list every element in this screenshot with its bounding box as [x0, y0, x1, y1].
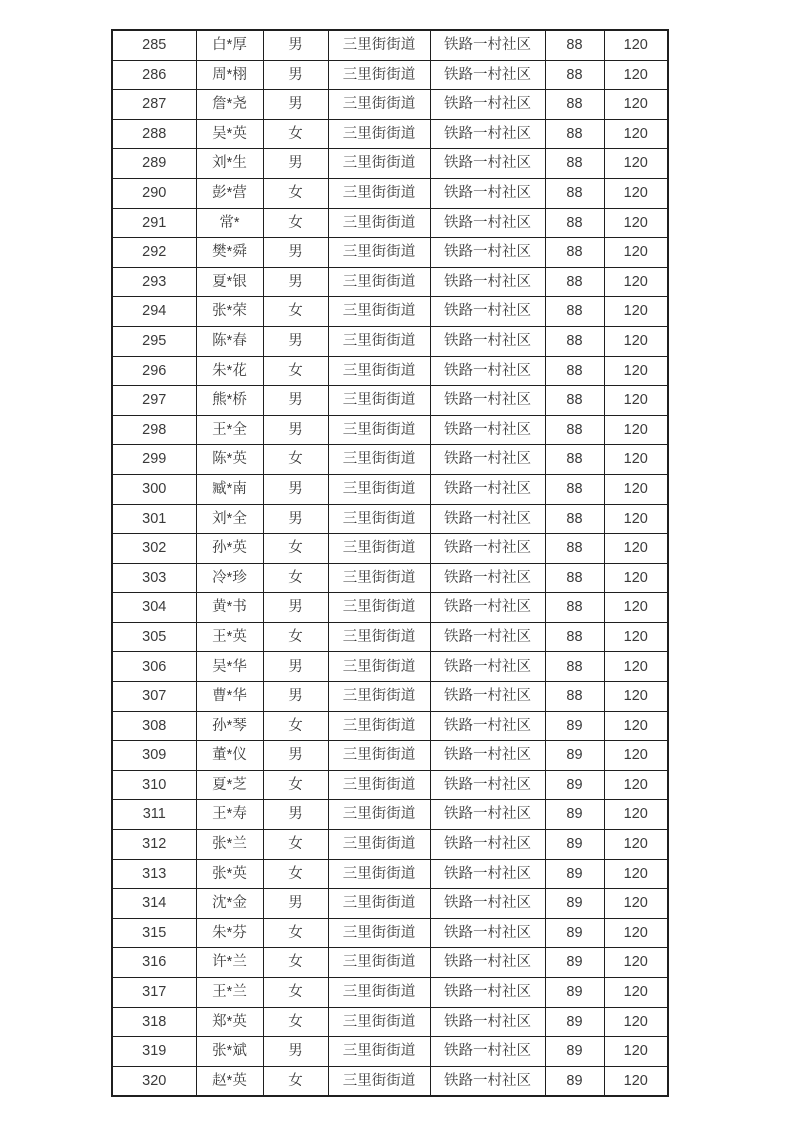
cell-gender: 男 [263, 889, 328, 919]
cell-community: 铁路一村社区 [430, 534, 545, 564]
cell-value-b: 120 [604, 918, 668, 948]
cell-gender: 男 [263, 652, 328, 682]
cell-community: 铁路一村社区 [430, 1037, 545, 1067]
cell-community: 铁路一村社区 [430, 30, 545, 60]
table-row [112, 326, 668, 356]
cell-street: 三里街街道 [328, 859, 430, 889]
cell-gender: 男 [263, 593, 328, 623]
cell-community: 铁路一村社区 [430, 830, 545, 860]
table-row [112, 119, 668, 149]
cell-index: 301 [112, 504, 196, 534]
cell-value-a: 89 [545, 741, 604, 771]
table-row [112, 859, 668, 889]
cell-community: 铁路一村社区 [430, 800, 545, 830]
cell-street: 三里街街道 [328, 445, 430, 475]
cell-name: 刘*全 [196, 504, 263, 534]
cell-value-b: 120 [604, 800, 668, 830]
cell-value-b: 120 [604, 445, 668, 475]
cell-value-b: 120 [604, 1007, 668, 1037]
cell-index: 313 [112, 859, 196, 889]
cell-value-b: 120 [604, 770, 668, 800]
cell-name: 詹*尧 [196, 90, 263, 120]
cell-name: 白*厚 [196, 30, 263, 60]
cell-community: 铁路一村社区 [430, 889, 545, 919]
cell-index: 315 [112, 918, 196, 948]
cell-value-b: 120 [604, 149, 668, 179]
cell-community: 铁路一村社区 [430, 386, 545, 416]
cell-name: 王*英 [196, 622, 263, 652]
cell-street: 三里街街道 [328, 208, 430, 238]
cell-name: 陈*春 [196, 326, 263, 356]
cell-value-b: 120 [604, 978, 668, 1008]
cell-name: 熊*桥 [196, 386, 263, 416]
cell-gender: 女 [263, 1007, 328, 1037]
table-row [112, 534, 668, 564]
table-row [112, 30, 668, 60]
cell-name: 张*荣 [196, 297, 263, 327]
cell-value-b: 120 [604, 208, 668, 238]
cell-index: 302 [112, 534, 196, 564]
cell-gender: 女 [263, 711, 328, 741]
table-row [112, 267, 668, 297]
cell-name: 沈*金 [196, 889, 263, 919]
cell-value-a: 88 [545, 208, 604, 238]
cell-gender: 男 [263, 90, 328, 120]
cell-index: 316 [112, 948, 196, 978]
cell-community: 铁路一村社区 [430, 622, 545, 652]
table-row [112, 593, 668, 623]
cell-gender: 男 [263, 1037, 328, 1067]
cell-street: 三里街街道 [328, 356, 430, 386]
cell-index: 291 [112, 208, 196, 238]
cell-name: 朱*芬 [196, 918, 263, 948]
cell-name: 吴*华 [196, 652, 263, 682]
cell-name: 臧*南 [196, 474, 263, 504]
cell-value-b: 120 [604, 30, 668, 60]
cell-value-a: 89 [545, 918, 604, 948]
cell-gender: 女 [263, 445, 328, 475]
cell-gender: 女 [263, 622, 328, 652]
table-row [112, 682, 668, 712]
cell-index: 289 [112, 149, 196, 179]
cell-name: 夏*芝 [196, 770, 263, 800]
cell-index: 295 [112, 326, 196, 356]
cell-value-a: 89 [545, 859, 604, 889]
cell-value-a: 88 [545, 267, 604, 297]
cell-value-a: 88 [545, 90, 604, 120]
cell-index: 300 [112, 474, 196, 504]
cell-gender: 女 [263, 770, 328, 800]
cell-street: 三里街街道 [328, 563, 430, 593]
table-row [112, 563, 668, 593]
cell-value-b: 120 [604, 474, 668, 504]
cell-value-a: 88 [545, 238, 604, 268]
cell-value-b: 120 [604, 1037, 668, 1067]
cell-community: 铁路一村社区 [430, 682, 545, 712]
cell-index: 290 [112, 178, 196, 208]
cell-street: 三里街街道 [328, 770, 430, 800]
cell-street: 三里街街道 [328, 652, 430, 682]
cell-community: 铁路一村社区 [430, 208, 545, 238]
cell-index: 293 [112, 267, 196, 297]
cell-index: 307 [112, 682, 196, 712]
cell-name: 郑*英 [196, 1007, 263, 1037]
cell-gender: 男 [263, 60, 328, 90]
cell-street: 三里街街道 [328, 267, 430, 297]
cell-value-a: 88 [545, 30, 604, 60]
table-row [112, 149, 668, 179]
cell-value-a: 88 [545, 593, 604, 623]
cell-index: 314 [112, 889, 196, 919]
table-row [112, 504, 668, 534]
cell-index: 286 [112, 60, 196, 90]
cell-value-a: 88 [545, 682, 604, 712]
cell-value-b: 120 [604, 60, 668, 90]
table-row [112, 1007, 668, 1037]
cell-gender: 男 [263, 267, 328, 297]
cell-name: 夏*银 [196, 267, 263, 297]
cell-street: 三里街街道 [328, 297, 430, 327]
cell-street: 三里街街道 [328, 1007, 430, 1037]
cell-value-a: 89 [545, 711, 604, 741]
cell-community: 铁路一村社区 [430, 178, 545, 208]
cell-name: 彭*营 [196, 178, 263, 208]
cell-index: 319 [112, 1037, 196, 1067]
cell-community: 铁路一村社区 [430, 593, 545, 623]
cell-value-a: 89 [545, 830, 604, 860]
cell-gender: 男 [263, 30, 328, 60]
cell-gender: 男 [263, 741, 328, 771]
cell-value-b: 120 [604, 711, 668, 741]
table-row [112, 948, 668, 978]
cell-gender: 女 [263, 948, 328, 978]
table-row [112, 622, 668, 652]
cell-community: 铁路一村社区 [430, 90, 545, 120]
cell-street: 三里街街道 [328, 593, 430, 623]
table-row [112, 238, 668, 268]
table-row [112, 889, 668, 919]
cell-name: 董*仪 [196, 741, 263, 771]
table-row [112, 297, 668, 327]
cell-name: 樊*舜 [196, 238, 263, 268]
cell-name: 冷*珍 [196, 563, 263, 593]
table-row [112, 741, 668, 771]
cell-name: 王*兰 [196, 978, 263, 1008]
cell-value-b: 120 [604, 622, 668, 652]
roster-table [111, 29, 669, 1097]
cell-value-b: 120 [604, 741, 668, 771]
cell-street: 三里街街道 [328, 741, 430, 771]
cell-name: 黄*书 [196, 593, 263, 623]
cell-value-b: 120 [604, 859, 668, 889]
cell-index: 304 [112, 593, 196, 623]
cell-community: 铁路一村社区 [430, 474, 545, 504]
cell-value-a: 88 [545, 474, 604, 504]
cell-street: 三里街街道 [328, 948, 430, 978]
cell-gender: 男 [263, 326, 328, 356]
table-row [112, 918, 668, 948]
table-row [112, 356, 668, 386]
cell-index: 297 [112, 386, 196, 416]
cell-community: 铁路一村社区 [430, 267, 545, 297]
cell-value-b: 120 [604, 90, 668, 120]
cell-value-a: 88 [545, 149, 604, 179]
cell-value-b: 120 [604, 534, 668, 564]
cell-street: 三里街街道 [328, 474, 430, 504]
cell-street: 三里街街道 [328, 60, 430, 90]
cell-community: 铁路一村社区 [430, 326, 545, 356]
cell-gender: 女 [263, 208, 328, 238]
table-row [112, 652, 668, 682]
cell-value-a: 89 [545, 978, 604, 1008]
table-row [112, 978, 668, 1008]
table-row [112, 1066, 668, 1096]
cell-value-b: 120 [604, 504, 668, 534]
table-row [112, 386, 668, 416]
cell-index: 285 [112, 30, 196, 60]
roster-body [112, 30, 668, 1096]
cell-value-a: 88 [545, 356, 604, 386]
cell-street: 三里街街道 [328, 238, 430, 268]
cell-index: 294 [112, 297, 196, 327]
cell-value-b: 120 [604, 652, 668, 682]
table-row [112, 474, 668, 504]
cell-value-a: 88 [545, 326, 604, 356]
cell-value-a: 89 [545, 948, 604, 978]
cell-street: 三里街街道 [328, 1066, 430, 1096]
cell-index: 310 [112, 770, 196, 800]
table-row [112, 415, 668, 445]
cell-gender: 男 [263, 149, 328, 179]
cell-street: 三里街街道 [328, 800, 430, 830]
cell-name: 王*全 [196, 415, 263, 445]
cell-name: 朱*花 [196, 356, 263, 386]
cell-street: 三里街街道 [328, 711, 430, 741]
cell-name: 周*栩 [196, 60, 263, 90]
cell-community: 铁路一村社区 [430, 770, 545, 800]
cell-value-b: 120 [604, 267, 668, 297]
cell-value-a: 88 [545, 504, 604, 534]
cell-name: 张*兰 [196, 830, 263, 860]
table-row [112, 178, 668, 208]
cell-street: 三里街街道 [328, 830, 430, 860]
cell-street: 三里街街道 [328, 682, 430, 712]
cell-value-a: 88 [545, 415, 604, 445]
cell-value-b: 120 [604, 830, 668, 860]
cell-name: 刘*生 [196, 149, 263, 179]
table-row [112, 711, 668, 741]
cell-street: 三里街街道 [328, 119, 430, 149]
cell-value-a: 88 [545, 563, 604, 593]
cell-value-a: 89 [545, 889, 604, 919]
cell-value-a: 88 [545, 652, 604, 682]
cell-value-a: 88 [545, 445, 604, 475]
cell-name: 常* [196, 208, 263, 238]
cell-index: 305 [112, 622, 196, 652]
cell-value-b: 120 [604, 326, 668, 356]
cell-value-a: 89 [545, 1007, 604, 1037]
cell-value-b: 120 [604, 356, 668, 386]
cell-community: 铁路一村社区 [430, 918, 545, 948]
cell-index: 312 [112, 830, 196, 860]
cell-value-b: 120 [604, 386, 668, 416]
cell-value-b: 120 [604, 593, 668, 623]
cell-index: 292 [112, 238, 196, 268]
table-row [112, 770, 668, 800]
cell-value-a: 88 [545, 622, 604, 652]
cell-community: 铁路一村社区 [430, 356, 545, 386]
cell-street: 三里街街道 [328, 30, 430, 60]
cell-community: 铁路一村社区 [430, 563, 545, 593]
cell-value-a: 89 [545, 800, 604, 830]
cell-name: 张*斌 [196, 1037, 263, 1067]
cell-index: 317 [112, 978, 196, 1008]
cell-street: 三里街街道 [328, 978, 430, 1008]
cell-community: 铁路一村社区 [430, 652, 545, 682]
cell-value-a: 89 [545, 1037, 604, 1067]
cell-gender: 女 [263, 978, 328, 1008]
cell-index: 320 [112, 1066, 196, 1096]
cell-street: 三里街街道 [328, 534, 430, 564]
cell-name: 赵*英 [196, 1066, 263, 1096]
cell-community: 铁路一村社区 [430, 741, 545, 771]
table-row [112, 60, 668, 90]
cell-value-b: 120 [604, 948, 668, 978]
cell-community: 铁路一村社区 [430, 978, 545, 1008]
cell-index: 303 [112, 563, 196, 593]
cell-community: 铁路一村社区 [430, 948, 545, 978]
cell-name: 孙*琴 [196, 711, 263, 741]
cell-community: 铁路一村社区 [430, 711, 545, 741]
cell-gender: 女 [263, 859, 328, 889]
cell-value-a: 88 [545, 386, 604, 416]
cell-gender: 女 [263, 356, 328, 386]
cell-index: 287 [112, 90, 196, 120]
cell-value-b: 120 [604, 238, 668, 268]
cell-community: 铁路一村社区 [430, 297, 545, 327]
cell-value-a: 88 [545, 119, 604, 149]
cell-street: 三里街街道 [328, 386, 430, 416]
table-row [112, 800, 668, 830]
cell-street: 三里街街道 [328, 178, 430, 208]
cell-gender: 女 [263, 297, 328, 327]
cell-gender: 女 [263, 563, 328, 593]
cell-name: 曹*华 [196, 682, 263, 712]
cell-value-b: 120 [604, 119, 668, 149]
cell-name: 孙*英 [196, 534, 263, 564]
cell-value-a: 88 [545, 297, 604, 327]
cell-value-a: 88 [545, 178, 604, 208]
cell-gender: 女 [263, 178, 328, 208]
cell-gender: 男 [263, 504, 328, 534]
cell-gender: 男 [263, 800, 328, 830]
cell-community: 铁路一村社区 [430, 119, 545, 149]
cell-street: 三里街街道 [328, 1037, 430, 1067]
cell-gender: 女 [263, 1066, 328, 1096]
table-row [112, 445, 668, 475]
cell-community: 铁路一村社区 [430, 859, 545, 889]
cell-gender: 女 [263, 830, 328, 860]
cell-value-a: 89 [545, 1066, 604, 1096]
cell-name: 陈*英 [196, 445, 263, 475]
cell-index: 299 [112, 445, 196, 475]
cell-value-a: 88 [545, 534, 604, 564]
cell-index: 288 [112, 119, 196, 149]
cell-value-a: 88 [545, 60, 604, 90]
table-row [112, 1037, 668, 1067]
cell-index: 296 [112, 356, 196, 386]
cell-name: 王*寿 [196, 800, 263, 830]
cell-street: 三里街街道 [328, 326, 430, 356]
cell-street: 三里街街道 [328, 90, 430, 120]
cell-index: 318 [112, 1007, 196, 1037]
cell-community: 铁路一村社区 [430, 445, 545, 475]
cell-index: 309 [112, 741, 196, 771]
cell-street: 三里街街道 [328, 918, 430, 948]
cell-street: 三里街街道 [328, 889, 430, 919]
cell-community: 铁路一村社区 [430, 504, 545, 534]
cell-gender: 男 [263, 682, 328, 712]
cell-street: 三里街街道 [328, 504, 430, 534]
cell-community: 铁路一村社区 [430, 60, 545, 90]
cell-community: 铁路一村社区 [430, 1007, 545, 1037]
cell-gender: 女 [263, 119, 328, 149]
cell-street: 三里街街道 [328, 622, 430, 652]
cell-name: 张*英 [196, 859, 263, 889]
cell-value-b: 120 [604, 682, 668, 712]
cell-street: 三里街街道 [328, 149, 430, 179]
cell-gender: 男 [263, 474, 328, 504]
cell-street: 三里街街道 [328, 415, 430, 445]
cell-index: 311 [112, 800, 196, 830]
cell-value-b: 120 [604, 1066, 668, 1096]
cell-gender: 女 [263, 534, 328, 564]
cell-gender: 女 [263, 918, 328, 948]
cell-gender: 男 [263, 415, 328, 445]
table-row [112, 90, 668, 120]
cell-index: 306 [112, 652, 196, 682]
cell-gender: 男 [263, 386, 328, 416]
cell-index: 298 [112, 415, 196, 445]
cell-value-b: 120 [604, 297, 668, 327]
cell-community: 铁路一村社区 [430, 1066, 545, 1096]
cell-value-a: 89 [545, 770, 604, 800]
cell-community: 铁路一村社区 [430, 415, 545, 445]
cell-gender: 男 [263, 238, 328, 268]
cell-community: 铁路一村社区 [430, 238, 545, 268]
table-row [112, 830, 668, 860]
cell-name: 吴*英 [196, 119, 263, 149]
cell-name: 许*兰 [196, 948, 263, 978]
cell-community: 铁路一村社区 [430, 149, 545, 179]
cell-index: 308 [112, 711, 196, 741]
cell-value-b: 120 [604, 889, 668, 919]
cell-value-b: 120 [604, 415, 668, 445]
table-row [112, 208, 668, 238]
cell-value-b: 120 [604, 178, 668, 208]
cell-value-b: 120 [604, 563, 668, 593]
